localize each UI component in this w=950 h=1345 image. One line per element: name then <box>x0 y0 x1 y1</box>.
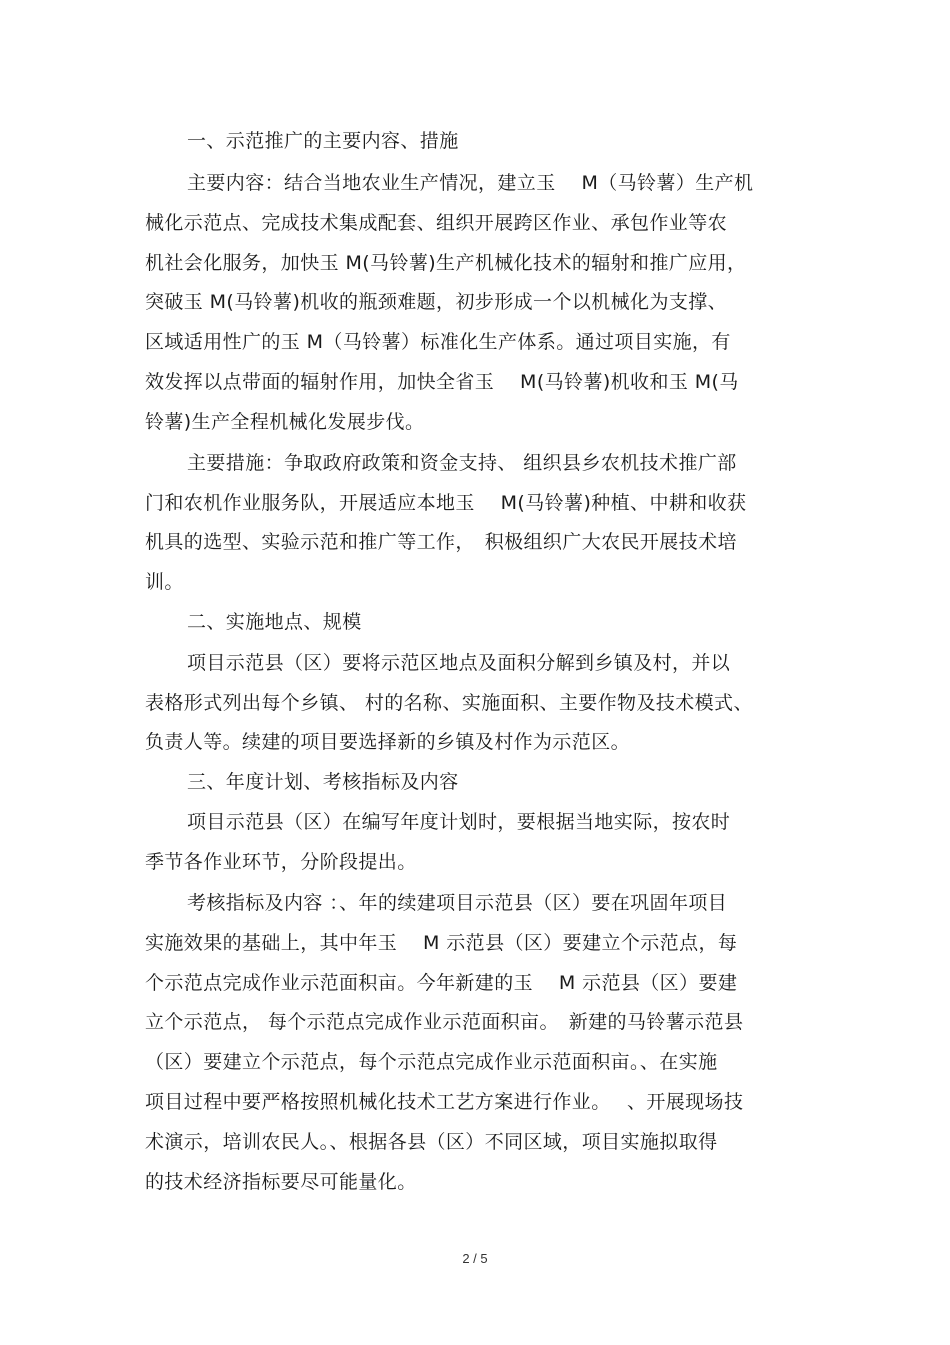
paragraph-line: 主要措施：争取政府政策和资金支持、 组织县乡农机技术推广部 <box>187 452 737 474</box>
section-heading-3: 三、年度计划、考核指标及内容 <box>187 771 459 793</box>
paragraph-line: 术演示，培训农民人。、根据各县（区）不同区域，项目实施拟取得 <box>145 1131 718 1153</box>
paragraph-line: 突破玉 M(马铃薯)机收的瓶颈难题，初步形成一个以机械化为支撑、 <box>145 291 728 313</box>
paragraph-line: 机具的选型、实验示范和推广等工作， 积极组织广大农民开展技术培 <box>145 531 737 553</box>
paragraph-line: 负责人等。续建的项目要选择新的乡镇及村作为示范区。 <box>145 731 631 753</box>
paragraph-line: 个示范点完成作业示范面积亩。今年新建的玉 M 示范县（区）要建 <box>145 972 738 994</box>
paragraph-line: 表格形式列出每个乡镇、 村的名称、实施面积、主要作物及技术模式、 <box>145 692 753 714</box>
paragraph-line: 项目示范县（区）在编写年度计划时，要根据当地实际，按农时 <box>187 811 731 833</box>
paragraph-line: 项目示范县（区）要将示范区地点及面积分解到乡镇及村，并以 <box>187 652 731 674</box>
paragraph-line: 训。 <box>145 571 184 593</box>
paragraph-line: 实施效果的基础上，其中年玉 M 示范县（区）要建立个示范点，每 <box>145 932 738 954</box>
page-number: 2 / 5 <box>462 1251 488 1266</box>
paragraph-line: 的技术经济指标要尽可能量化。 <box>145 1171 417 1193</box>
paragraph-line: 季节各作业环节，分阶段提出。 <box>145 851 417 873</box>
paragraph-line: 立个示范点， 每个示范点完成作业示范面积亩。 新建的马铃薯示范县 <box>145 1011 744 1033</box>
paragraph-line: 考核指标及内容 ：、年的续建项目示范县（区）要在巩固年项目 <box>187 892 728 914</box>
section-heading-2: 二、实施地点、规模 <box>187 611 362 633</box>
paragraph-line: 项目过程中要严格按照机械化技术工艺方案进行作业。 、开展现场技 <box>145 1091 744 1113</box>
paragraph-line: 铃薯)生产全程机械化发展步伐。 <box>145 411 425 433</box>
paragraph-line: 效发挥以点带面的辐射作用，加快全省玉 M(马铃薯)机收和玉 M(马 <box>145 371 739 393</box>
paragraph-line: 区域适用性广的玉 M（马铃薯）标准化生产体系。通过项目实施，有 <box>145 331 731 353</box>
paragraph-line: （区）要建立个示范点，每个示范点完成作业示范面积亩。、在实施 <box>145 1051 718 1073</box>
section-heading-1: 一、示范推广的主要内容、措施 <box>187 130 459 152</box>
paragraph-line: 门和农机作业服务队，开展适应本地玉 M(马铃薯)种植、中耕和收获 <box>145 492 747 514</box>
paragraph-line: 械化示范点、完成技术集成配套、组织开展跨区作业、承包作业等农 <box>145 212 728 234</box>
paragraph-line: 机社会化服务，加快玉 M(马铃薯)生产机械化技术的辐射和推广应用， <box>145 252 747 274</box>
paragraph-line: 主要内容：结合当地农业生产情况，建立玉 M（马铃薯）生产机 <box>187 172 754 194</box>
